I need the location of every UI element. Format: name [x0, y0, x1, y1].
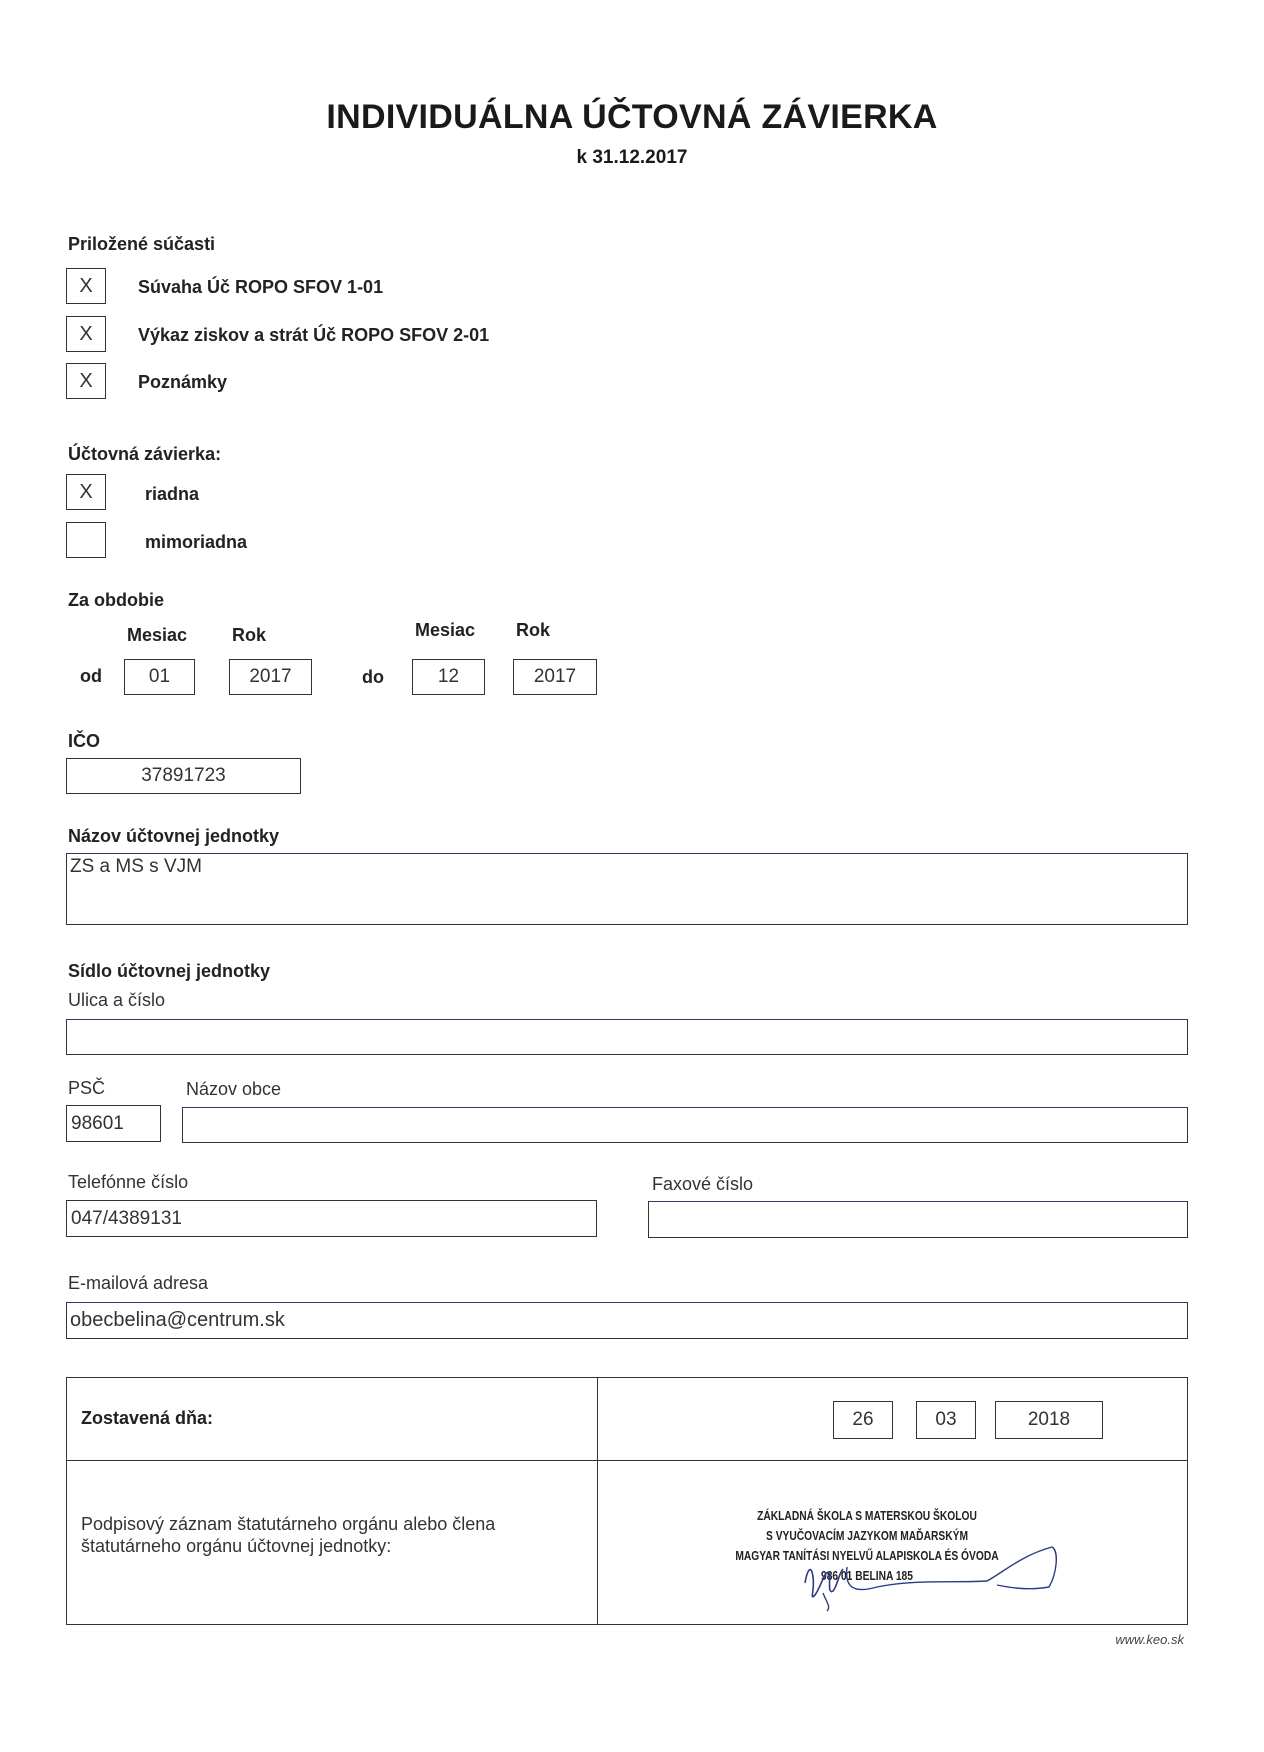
- component-label-income: Výkaz ziskov a strát Úč ROPO SFOV 2-01: [138, 325, 490, 345]
- city-label: Názov obce: [186, 1079, 282, 1099]
- compiled-day-field[interactable]: 26: [833, 1401, 893, 1439]
- period-from-label: od: [80, 666, 102, 686]
- period-to-year-label: Rok: [516, 620, 551, 640]
- closing-label-extraordinary: mimoriadna: [145, 532, 248, 552]
- stamp-line-3: MAGYAR TANÍTÁSI NYELVŰ ALAPISKOLA ÉS ÓVODA: [735, 1549, 999, 1563]
- compiled-month-field[interactable]: 03: [916, 1401, 976, 1439]
- component-label-balance: Súvaha Úč ROPO SFOV 1-01: [138, 277, 384, 297]
- compiled-date-label: Zostavená dňa:: [81, 1408, 214, 1428]
- entity-name-label: Názov účtovnej jednotky: [68, 826, 280, 846]
- closing-checkbox-extraordinary[interactable]: [66, 522, 106, 558]
- period-to-month-field[interactable]: 12: [412, 659, 485, 695]
- component-checkbox-income[interactable]: X: [66, 316, 106, 352]
- compiled-year-field[interactable]: 2018: [995, 1401, 1103, 1439]
- fax-field[interactable]: [648, 1201, 1188, 1238]
- ico-field[interactable]: 37891723: [66, 758, 301, 794]
- table-divider-vertical: [597, 1378, 598, 1624]
- period-from-year-label: Rok: [232, 625, 267, 645]
- stamp-line-1: ZÁKLADNÁ ŠKOLA S MATERSKOU ŠKOLOU: [757, 1509, 977, 1523]
- period-heading: Za obdobie: [68, 590, 164, 610]
- components-heading: Priložené súčasti: [68, 234, 216, 254]
- component-checkbox-balance[interactable]: X: [66, 268, 106, 304]
- phone-field[interactable]: 047/4389131: [66, 1200, 597, 1237]
- entity-seat-label: Sídlo účtovnej jednotky: [68, 961, 271, 981]
- city-field[interactable]: [182, 1107, 1188, 1143]
- entity-name-field[interactable]: [66, 853, 1188, 925]
- period-from-month-label: Mesiac: [127, 625, 188, 645]
- fax-label: Faxové číslo: [652, 1174, 754, 1194]
- period-from-year-field[interactable]: 2017: [229, 659, 312, 695]
- signature-label-line1: Podpisový záznam štatutárneho orgánu alebo člena: [81, 1514, 496, 1534]
- component-label-notes: Poznámky: [138, 372, 228, 392]
- period-to-label: do: [362, 667, 384, 687]
- footer-website: www.keo.sk: [1115, 1632, 1184, 1647]
- compilation-table: [66, 1377, 1188, 1625]
- street-label: Ulica a číslo: [68, 990, 166, 1010]
- email-label: E-mailová adresa: [68, 1273, 209, 1293]
- email-value: obecbelina@centrum.sk: [70, 1309, 285, 1331]
- phone-label: Telefónne číslo: [68, 1172, 189, 1192]
- psc-label: PSČ: [68, 1078, 106, 1098]
- document-date: k 31.12.2017: [576, 147, 688, 168]
- table-divider-horizontal: [67, 1460, 1187, 1461]
- email-field[interactable]: [66, 1302, 1188, 1339]
- closing-checkbox-regular[interactable]: X: [66, 474, 106, 510]
- period-to-year-field[interactable]: 2017: [513, 659, 597, 695]
- document-title: INDIVIDUÁLNA ÚČTOVNÁ ZÁVIERKA: [326, 98, 938, 136]
- closing-label-regular: riadna: [145, 484, 200, 504]
- period-from-month-field[interactable]: 01: [124, 659, 195, 695]
- ico-label: IČO: [68, 731, 101, 751]
- closing-type-heading: Účtovná závierka:: [68, 444, 222, 464]
- period-to-month-label: Mesiac: [415, 620, 476, 640]
- stamp-line-4: 986 01 BELINA 185: [821, 1569, 913, 1583]
- entity-name-value: ZS a MS s VJM: [70, 856, 202, 877]
- psc-field[interactable]: 98601: [66, 1105, 161, 1142]
- signature-label-line2: štatutárneho orgánu účtovnej jednotky:: [81, 1536, 392, 1556]
- component-checkbox-notes[interactable]: X: [66, 363, 106, 399]
- stamp-line-2: S VYUČOVACÍM JAZYKOM MAĎARSKÝM: [766, 1529, 968, 1543]
- handwritten-signature: [787, 1543, 1087, 1613]
- street-field[interactable]: [66, 1019, 1188, 1055]
